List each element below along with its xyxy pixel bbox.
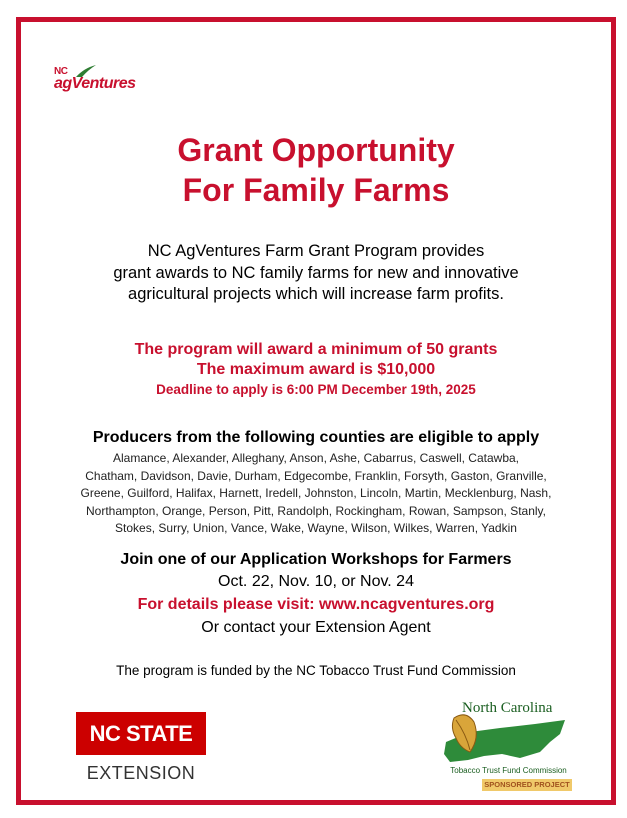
- county-line: Chatham, Davidson, Davie, Durham, Edgecombe, Franklin, Forsyth, Gaston, Granville,: [85, 468, 547, 483]
- intro-line-1: NC AgVentures Farm Grant Program provides: [147, 242, 485, 260]
- intro-line-3: agricultural projects which will increase farm profits.: [128, 285, 504, 303]
- county-list: [52, 450, 580, 538]
- logo-name-text: agVentures: [54, 75, 136, 92]
- workshop-dates: Oct. 22, Nov. 10, or Nov. 24: [218, 573, 414, 590]
- contact-text: Or contact your Extension Agent: [201, 619, 431, 636]
- ncstate-logo-bottom: EXTENSION: [76, 755, 206, 792]
- county-line: Greene, Guilford, Halifax, Harnett, Iredell, Johnston, Lincoln, Martin, Mecklenburg, Nash,: [80, 486, 552, 501]
- eligibility-heading: Producers from the following counties are eligible to apply: [92, 429, 540, 446]
- page-title: [16, 130, 616, 210]
- max-award-text: The maximum award is $10,000: [196, 361, 436, 378]
- ttfc-state-text: North Carolina: [462, 700, 553, 716]
- deadline-text: Deadline to apply is 6:00 PM December 19th, 2025: [156, 382, 476, 397]
- intro-paragraph: [16, 241, 616, 306]
- ncstate-extension-logo: [76, 712, 206, 792]
- county-line: Alamance, Alexander, Alleghany, Anson, Ashe, Cabarrus, Caswell, Catawba,: [112, 451, 519, 465]
- title-line-1: Grant Opportunity: [177, 132, 455, 168]
- ncstate-logo-top: NC STATE: [76, 712, 206, 755]
- tobacco-trust-fund-logo: [440, 700, 572, 792]
- funding-note: The program is funded by the NC Tobacco Trust Fund Commission: [116, 663, 516, 678]
- intro-line-2: grant awards to NC family farms for new and innovative: [113, 263, 519, 282]
- ttfc-sponsored-badge: SPONSORED PROJECT: [482, 779, 572, 791]
- title-line-2: For Family Farms: [182, 172, 450, 208]
- min-grants-text: The program will award a minimum of 50 grants: [134, 341, 498, 358]
- nc-map-icon: [440, 708, 572, 768]
- agventures-logo: [54, 64, 138, 98]
- county-line: Stokes, Surry, Union, Vance, Wake, Wayne, Wilson, Wilkes, Warren, Yadkin: [115, 521, 517, 536]
- ttfc-commission-text: Tobacco Trust Fund Commission: [450, 766, 567, 775]
- workshops-heading: Join one of our Application Workshops for Farmers: [120, 551, 512, 568]
- logo-nc-text: NC: [54, 66, 68, 77]
- county-line: Northampton, Orange, Person, Pitt, Randolph, Rockingham, Rowan, Sampson, Stanly,: [85, 503, 546, 518]
- details-link[interactable]: For details please visit: www.ncagventures.org: [137, 596, 495, 613]
